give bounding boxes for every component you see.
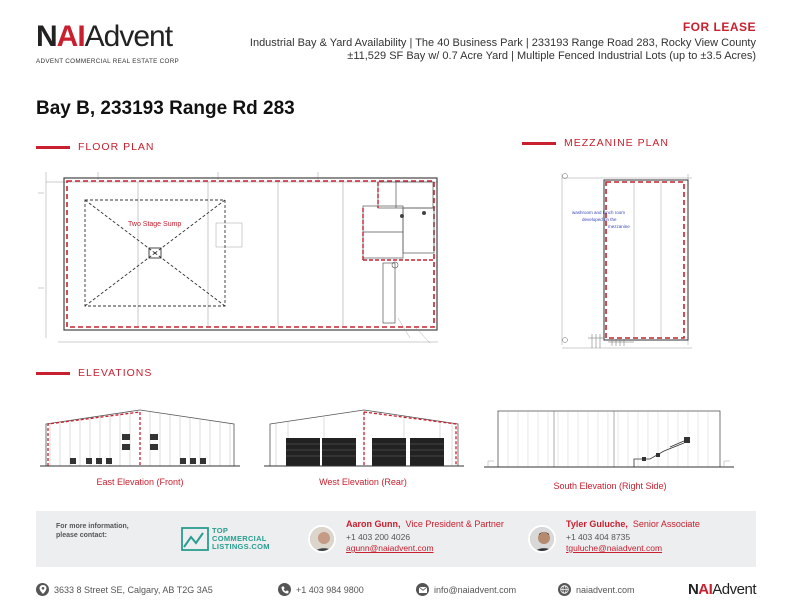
tcl-line-1: TOP	[212, 526, 229, 535]
agent-email-link[interactable]: tguluche@naiadvent.com	[566, 543, 663, 553]
footer-website-text[interactable]: naiadvent.com	[576, 584, 635, 595]
mountain-chart-icon	[181, 527, 209, 551]
avatar	[528, 525, 556, 553]
agent-name: Aaron Gunn,	[346, 519, 401, 529]
agent-card-tyler-guluche	[528, 519, 700, 553]
elevations-heading	[36, 367, 152, 379]
agent-phone[interactable]: +1 403 200 4026	[346, 532, 411, 542]
for-lease-label: FOR LEASE	[682, 20, 756, 34]
footer-phone-text[interactable]: +1 403 984 9800	[296, 584, 364, 595]
mezzanine-plan-drawing	[558, 170, 698, 355]
footer-address-text: 3633 8 Street SE, Calgary, AB T2G 3A5	[54, 584, 213, 595]
heading-rule	[36, 372, 70, 375]
more-info-text	[56, 522, 129, 540]
south-elevation-drawing	[484, 405, 734, 480]
agent-card-aaron-gunn	[308, 519, 504, 553]
tcl-line-2: COMMERCIAL	[212, 534, 267, 543]
floor-plan-heading	[36, 141, 155, 153]
floor-plan-label: FLOOR PLAN	[78, 141, 155, 153]
heading-rule	[522, 142, 556, 145]
agent-phone[interactable]: +1 403 404 8735	[566, 532, 631, 542]
south-elevation-caption: South Elevation (Right Side)	[553, 481, 667, 491]
agent-title: Senior Associate	[632, 519, 700, 529]
mezzanine-note-1: washroom and lunch room	[572, 210, 626, 215]
west-elevation-caption: West Elevation (Rear)	[319, 477, 407, 487]
agent-email-link[interactable]: agunn@naiadvent.com	[346, 543, 434, 553]
footer-logo-n: N	[687, 581, 699, 598]
top-commercial-listings-logo[interactable]	[181, 527, 270, 551]
mezzanine-note-2: developed on the	[582, 217, 617, 222]
envelope-icon	[416, 583, 429, 596]
tcl-line-3: LISTINGS.COM	[212, 542, 270, 551]
logo-subtitle: ADVENT COMMERCIAL REAL ESTATE CORP	[36, 58, 180, 65]
west-elevation-drawing	[264, 404, 464, 479]
logo-advent: Advent	[84, 20, 173, 53]
east-elevation-caption: East Elevation (Front)	[96, 477, 184, 487]
globe-icon	[558, 583, 571, 596]
more-info-line-2: please contact:	[56, 532, 107, 539]
avatar	[308, 525, 336, 553]
logo-n: N	[36, 20, 57, 53]
east-elevation-drawing	[40, 404, 240, 479]
mezzanine-plan-label: MEZZANINE PLAN	[564, 137, 670, 149]
phone-icon	[278, 583, 291, 596]
header-line-1: Industrial Bay & Yard Availability | The 40 Business Park | 233193 Range Road 283, Rocky View County	[249, 37, 756, 49]
footer-nai-advent-logo	[688, 581, 756, 598]
footer-address	[36, 583, 213, 596]
floor-plan-drawing	[38, 168, 458, 348]
agent-name: Tyler Guluche,	[566, 519, 628, 529]
agent-title: Vice President & Partner	[405, 519, 504, 529]
footer-logo-ai: AI	[698, 581, 713, 598]
footer-website[interactable]	[558, 583, 635, 596]
nai-advent-logo	[36, 22, 196, 70]
sump-label: Two Stage Sump	[128, 221, 182, 228]
header-info	[250, 20, 756, 62]
footer	[36, 583, 756, 599]
map-pin-icon	[36, 583, 49, 596]
mezzanine-plan-heading	[522, 137, 669, 149]
header-line-2: ±11,529 SF Bay w/ 0.7 Acre Yard | Multiple Fenced Industrial Lots (up to ±3.5 Acres)	[347, 50, 756, 62]
heading-rule	[36, 146, 70, 149]
mezzanine-note-3: mezzanine	[608, 224, 630, 229]
contact-band	[36, 511, 756, 567]
footer-email-text[interactable]: info@naiadvent.com	[434, 584, 517, 595]
page-title: Bay B, 233193 Range Rd 283	[36, 98, 295, 119]
footer-email[interactable]	[416, 583, 516, 596]
logo-ai: AI	[56, 20, 85, 53]
elevations-label: ELEVATIONS	[78, 367, 153, 379]
footer-logo-advent: Advent	[712, 581, 756, 598]
footer-phone[interactable]	[278, 583, 364, 596]
more-info-line-1: For more information,	[56, 523, 129, 530]
